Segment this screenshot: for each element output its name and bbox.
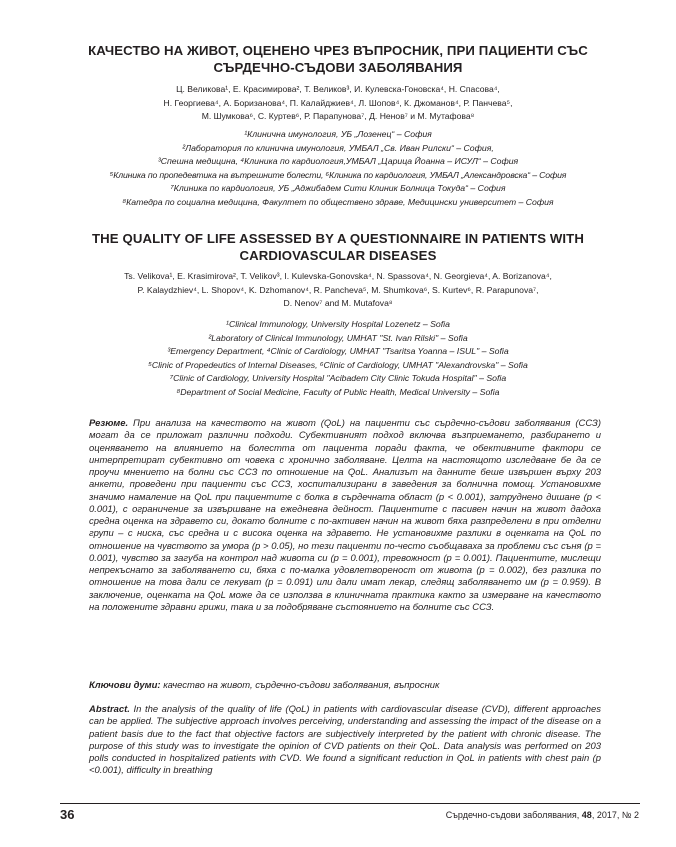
page-number: 36 — [60, 807, 75, 822]
en-affiliations — [20, 318, 656, 400]
bg-title-line: СЪРДЕЧНО-СЪДОВИ ЗАБОЛЯВАНИЯ — [213, 60, 463, 75]
abstract-text: In the analysis of the quality of life (QoL) in patients with cardiovascular disease (CVD), different approaches can be applied. The subjective approach involves perceiving, understanding and assessing the impact of the disease on a patient basis due to the fact that objective factors are subjectively interpreted by the patient with chronic disease. The purpose of this study was to investigate the opinion of CVD patients on their QoL. Data analysis was performed on 203 polls conducted in hospitalized patients with CVD. We found a significant reduction in QoL in patients with chest pain (p <0.001), difficulty in breathing — [89, 704, 601, 777]
affiliation-line: ⁵Clinic of Propedeutics of Internal Diseases, ⁶Clinic of Cardiology, UMHAT "Alexandrovska" – Sofia — [148, 359, 528, 370]
author-line: Ц. Великова¹, Е. Красимирова², Т. Великов³, И. Кулевска-Гоновска⁴, Н. Спасова⁴, — [176, 84, 500, 94]
affiliation-line: ¹Clinical Immunology, University Hospital Lozenetz – Sofia — [226, 319, 450, 329]
bg-title-line: КАЧЕСТВО НА ЖИВОТ, ОЦЕНЕНО ЧРЕЗ ВЪПРОСНИК, ПРИ ПАЦИЕНТИ СЪС — [88, 43, 588, 58]
affiliation-line: ²Laboratory of Clinical Immunology, UMHAT "St. Ivan Rilski" – Sofia — [208, 332, 468, 343]
abstract-text: При анализа на качеството на живот (QoL) на пациенти със сърдечно-съдови заболявания (ССЗ) могат да се приложат различни подходи. Субективният подход включва възприемането, разбирането и оценяването на влиянието на болестта от пациента поради факта, че обективните фактори се интерпретират субективно от човека с хронично заболяване. Целта на настоящото изследване бе да се проучи мнението на болни със ССЗ по отношение на QoL. Анализът на данните беше извършен върху 203 анкети, проведени при пациенти със ССЗ, хоспитализирани в заведения за болнична помощ. Установихме значимо намаление на QoL при пациентите с болка в сърдечната област (p < 0.001), затруднено дишане (p < 0.001), с ограничение за извършване на ежедневна дейност. Пациентите с пасивен начин на живот дадоха средна оценка на здравето си, докато болните с по-активен начин на живот бяха разпределени в при отделни групи – с ниска, със средна и с висока оценка на здравето. Не установихме разлики в оценката на QoL по отношение на чувството за умора (p > 0.05), но тези пациенти по-често съобщаваха за проблеми със съня (p = 0.001), чувство за загуба на контрол над живота си (p = 0.001), тревожност (p = 0.001). Пациентите, мислещи непрекъснато за заболяването си, бяха с по-малка удовлетвореност от живота (p = 0.002), без разлика по отношение на това дали се лекуват (p = 0.091) или дали имат лекар, следящ заболяването им (p = 0.959). В заключение, оценката на QoL може да се използва в клиничната практика както за измерване на качеството на положените здравни грижи, така и за подобряване състоянието на болните със ССЗ. — [89, 418, 601, 613]
journal-volume: 48 — [581, 810, 592, 820]
author-line: P. Kalaydzhiev⁴, L. Shopov⁴, K. Dzhomanov⁴, R. Pancheva⁵, M. Shumkova⁶, S. Kurtev⁶, R. Parapunova⁷, — [137, 284, 539, 295]
author-line: Н. Георгиева⁴, А. Боризанова⁴, П. Калайджиев⁴, Л. Шопов⁴, К. Джоманов⁴, Р. Панчева⁵, — [163, 97, 513, 108]
bg-abstract — [89, 418, 601, 614]
affiliation-line: ³Emergency Department, ⁴Clinic of Cardiology, UMHAT "Tsaritsa Yoanna – ISUL" – Sofia — [167, 346, 509, 357]
bg-keywords — [89, 680, 601, 692]
en-abstract — [89, 704, 601, 778]
affiliation-line: ³Спешна медицина, ⁴Клиника по кардиология,УМБАЛ „Царица Йоанна – ИСУЛ“ – София — [157, 156, 519, 167]
abstract-label: Abstract. — [89, 704, 130, 715]
en-title-line: THE QUALITY OF LIFE ASSESSED BY A QUESTIONNAIRE IN PATIENTS WITH — [92, 231, 584, 246]
en-title — [60, 230, 616, 264]
en-authors — [50, 270, 626, 311]
bg-title — [60, 42, 616, 76]
affiliation-line: ²Лаборатория по клинична имунология, УМБАЛ „Св. Иван Рилски“ – София, — [182, 142, 494, 153]
keywords-label: Ключови думи: — [89, 680, 161, 691]
affiliation-line: ⁷Клиника по кардиология, УБ „Аджибадем Сити Клиник Болница Токуда“ – София — [170, 183, 506, 194]
author-line: М. Шумкова⁶, С. Куртев⁶, Р. Парапунова⁷, Д. Ненов⁷ и М. Мутафова⁸ — [201, 111, 475, 122]
affiliation-line: ⁸Department of Social Medicine, Faculty of Public Health, Medical University – Sofia — [176, 386, 500, 397]
author-line: D. Nenov⁷ and M. Mutafova⁸ — [283, 298, 393, 309]
journal-citation — [446, 810, 639, 820]
abstract-label: Резюме. — [89, 418, 129, 429]
bg-affiliations — [20, 128, 656, 210]
journal-name: Сърдечно-съдови заболявания, — [445, 810, 582, 820]
affiliation-line: ⁵Клиника по пропедевтика на вътрешните болести, ⁶Клиника по кардиология, УМБАЛ „Александровска“ – София — [109, 169, 567, 180]
footer-divider — [60, 803, 640, 804]
affiliation-line: ⁸Катедра по социална медицина, Факултет по обществено здраве, Медицински университет – София — [122, 196, 554, 207]
author-line: Ts. Velikova¹, E. Krasimirova², T. Velikov³, I. Kulevska-Gonovska⁴, N. Spassova⁴, N. Georgieva⁴, A. Borizanova⁴, — [124, 271, 552, 281]
journal-issue: , 2017, № 2 — [591, 810, 639, 820]
bg-authors — [70, 83, 606, 124]
en-title-line: CARDIOVASCULAR DISEASES — [239, 248, 437, 263]
keywords-text: качество на живот, сърдечно-съдови заболявания, въпросник — [160, 680, 440, 691]
affiliation-line: ¹Клинична имунология, УБ „Лозенец“ – София — [244, 129, 432, 139]
affiliation-line: ⁷Clinic of Cardiology, University Hospital "Acibadem City Clinic Tokuda Hospital" – Sofia — [169, 373, 507, 384]
